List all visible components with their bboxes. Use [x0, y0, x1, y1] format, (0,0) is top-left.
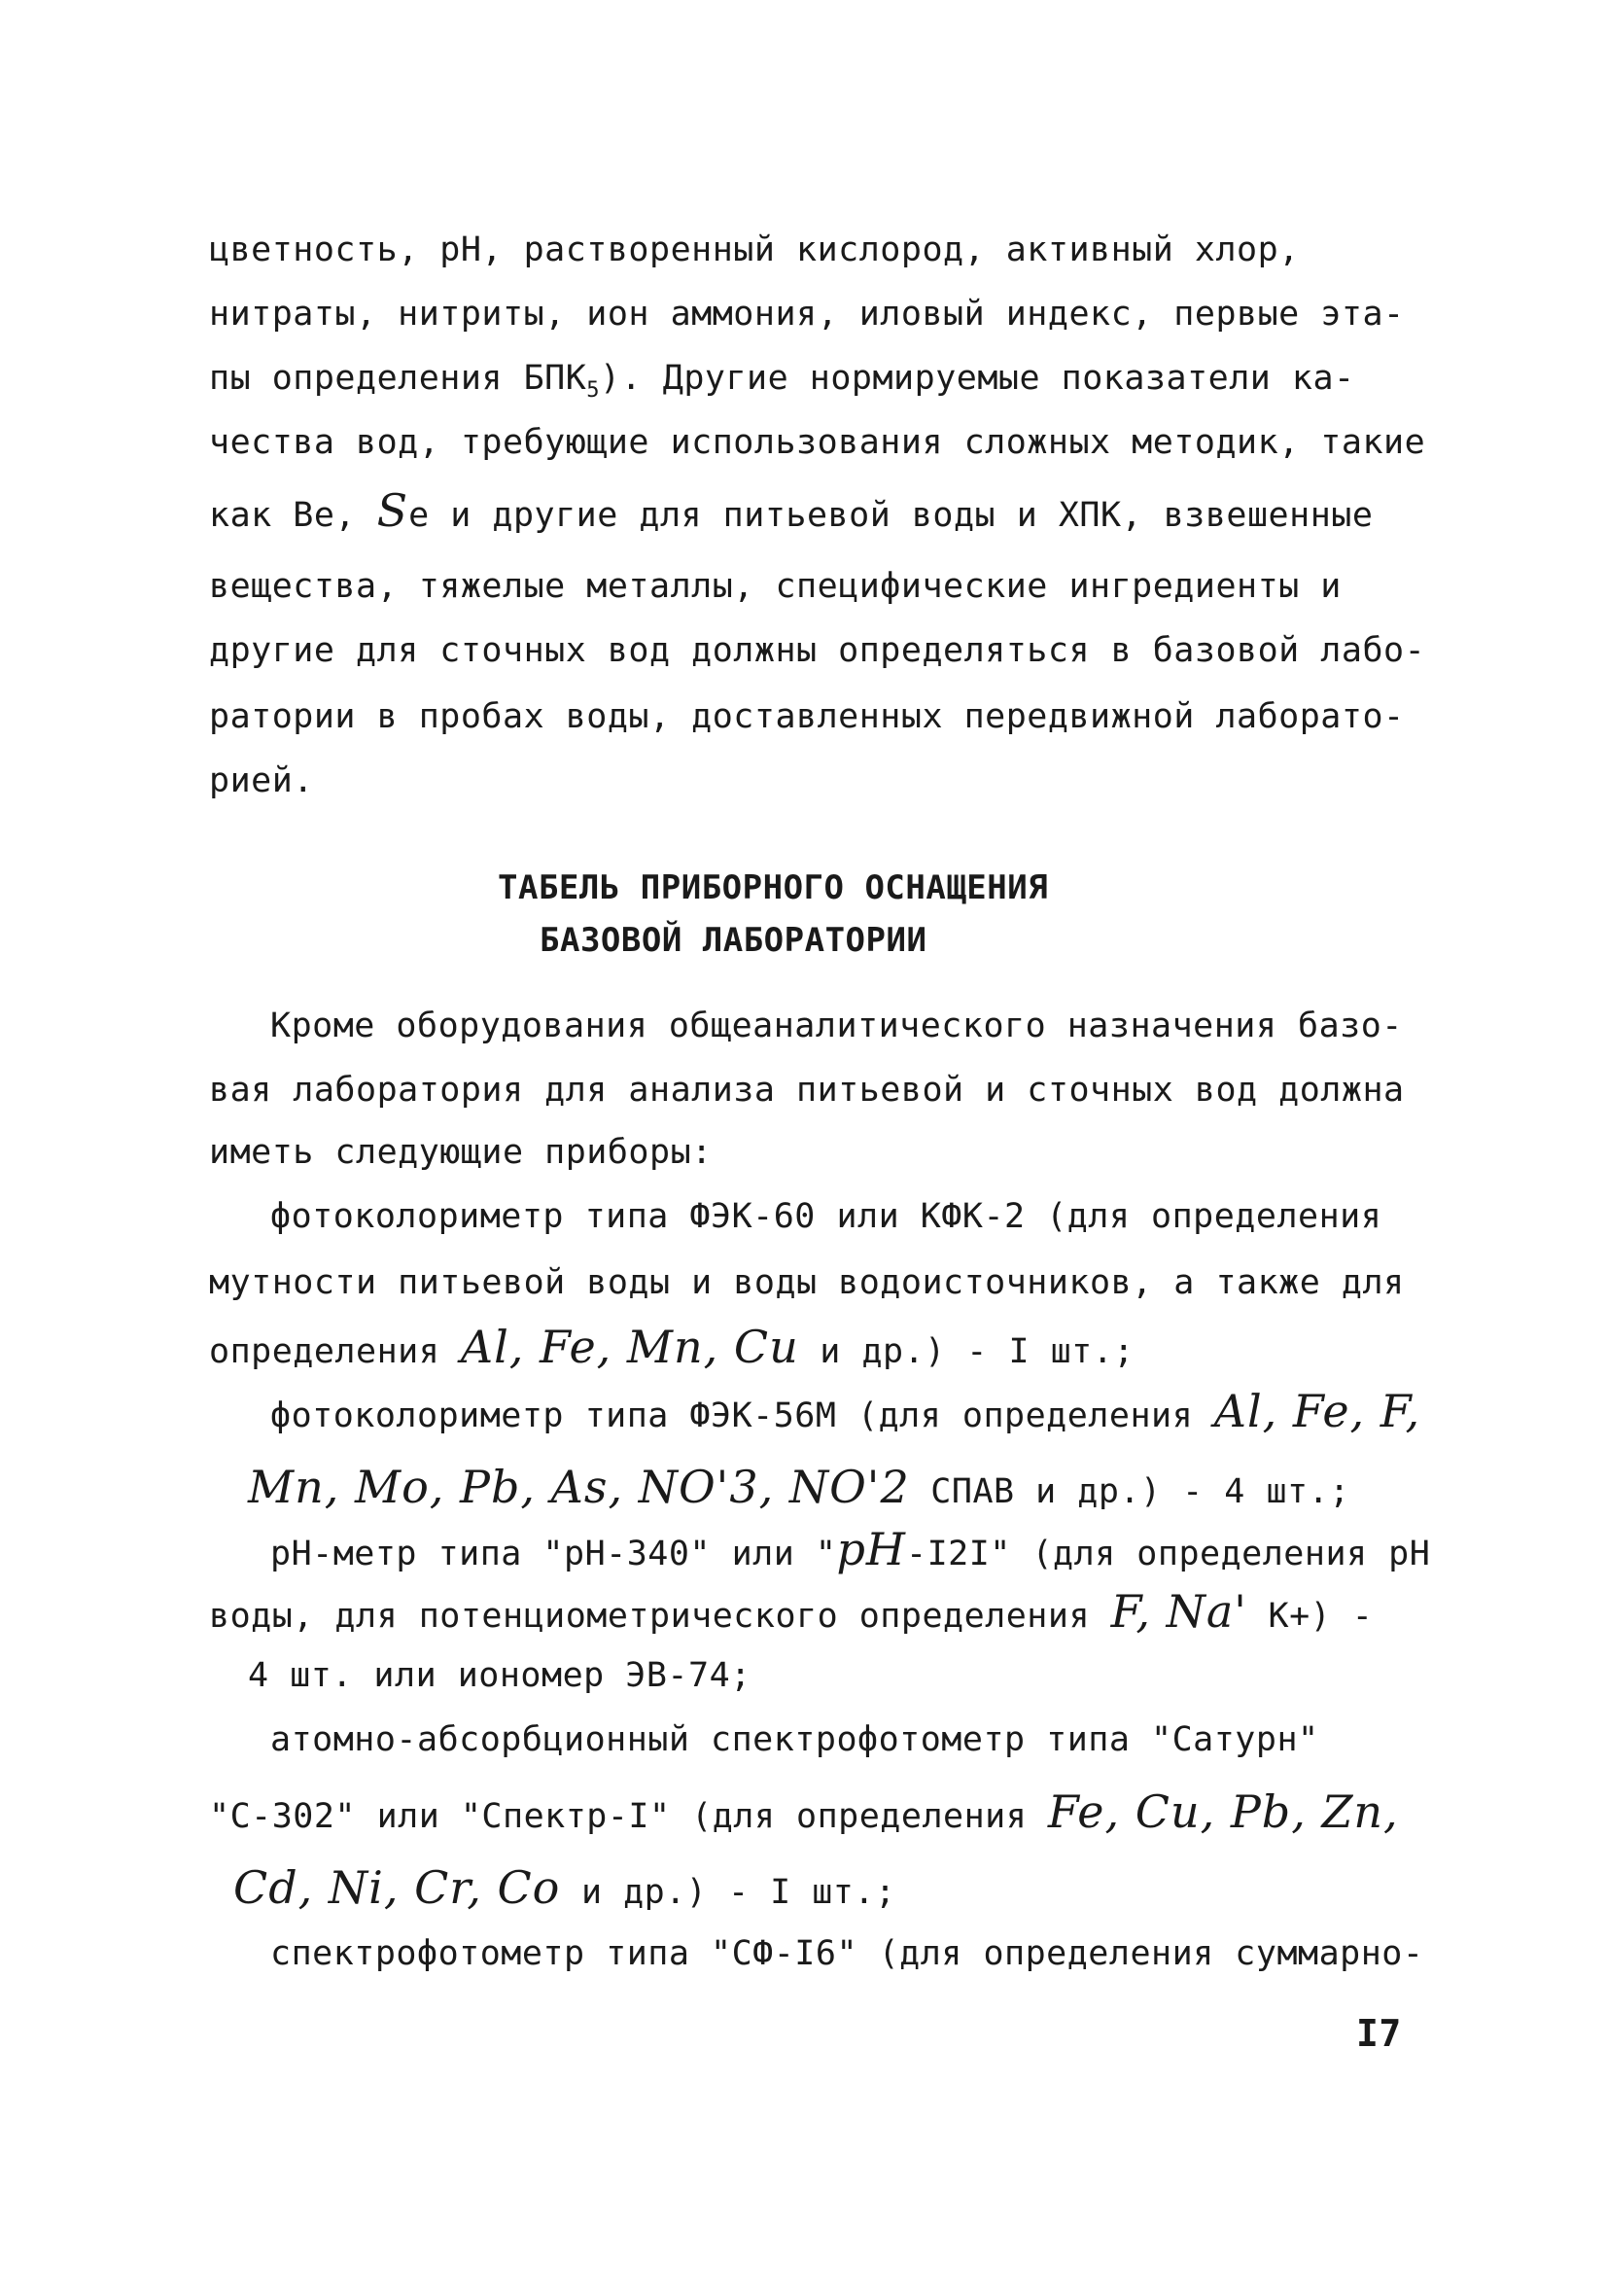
handwritten-elements: Al, Fe, F,	[1213, 1385, 1421, 1437]
list-item-line	[270, 1525, 1430, 1578]
paragraph-line: вая лаборатория для анализа питьевой и сточных вод должна	[209, 1071, 1405, 1110]
text-fragment: К+) -	[1268, 1597, 1374, 1636]
text-line: вещества, тяжелые металлы, специфические ингредиенты и	[209, 567, 1342, 606]
list-item-line: фотоколориметр типа ФЭК-60 или КФК-2 (для определения	[270, 1197, 1382, 1236]
text-line	[209, 486, 1373, 540]
text-fragment: "С-302" или "Спектр-I" (для определения	[209, 1797, 1028, 1836]
text-fragment: и др.) - I шт.;	[820, 1332, 1135, 1371]
handwritten-elements: pH	[836, 1523, 907, 1575]
text-fragment: пы определения БПК	[209, 359, 587, 398]
text-fragment: воды, для потенциометрического определения	[209, 1597, 1091, 1636]
paragraph-line: Кроме оборудования общеаналитического назначения базо-	[270, 1007, 1403, 1045]
list-item-line: спектрофотометр типа "СФ-I6" (для определения суммарно-	[270, 1934, 1424, 1973]
handwritten-elements: Mn, Mo, Pb, As, NO'3, NO'2	[248, 1461, 910, 1513]
list-item-line: мутности питьевой воды и воды водоисточников, а также для	[209, 1263, 1405, 1302]
list-item-line: атомно-абсорбционный спектрофотометр типа "Сатурн"	[270, 1720, 1319, 1759]
text-line: другие для сточных вод должны определяться в базовой лабо-	[209, 631, 1426, 670]
handwritten-elements: Fe, Cu, Pb, Zn,	[1047, 1785, 1399, 1838]
text-fragment: рН-метр типа "рН-340" или "	[270, 1535, 837, 1573]
text-fragment: -I2I" (для определения рН	[906, 1535, 1431, 1573]
list-item-line	[270, 1387, 1420, 1440]
text-fragment: е и другие для питьевой воды и ХПК, взвешенные	[408, 496, 1374, 535]
list-item-line	[209, 1787, 1399, 1841]
paragraph-line: иметь следующие приборы:	[209, 1133, 713, 1172]
text-fragment: как Ве,	[209, 496, 357, 535]
section-title: ТАБЕЛЬ ПРИБОРНОГО ОСНАЩЕНИЯ	[498, 868, 1049, 907]
text-line: ратории в пробах воды, доставленных передвижной лаборато-	[209, 697, 1405, 736]
list-item-line	[233, 1863, 896, 1917]
list-item-line	[209, 1323, 1135, 1376]
text-line: нитраты, нитриты, ион аммония, иловый индекс, первые эта-	[209, 295, 1405, 334]
text-fragment: СПАВ и др.) - 4 шт.;	[930, 1472, 1350, 1511]
text-line: рией.	[209, 761, 314, 800]
handwritten-symbol: S	[376, 484, 409, 537]
handwritten-elements: F, Na'	[1110, 1585, 1247, 1638]
handwritten-elements: Cd, Ni, Cr, Co	[233, 1861, 561, 1914]
subscript: 5	[586, 378, 601, 403]
text-line	[209, 354, 1355, 415]
text-line: цветность, рН, растворенный кислород, активный хлор,	[209, 230, 1300, 269]
list-item-line	[248, 1463, 1350, 1516]
text-fragment: определения	[209, 1332, 440, 1371]
text-fragment: ). Другие нормируемые показатели ка-	[600, 359, 1355, 398]
list-item-line: 4 шт. или иономер ЭВ-74;	[248, 1656, 751, 1695]
handwritten-elements: Al, Fe, Mn, Cu	[460, 1321, 799, 1373]
list-item-line	[209, 1587, 1373, 1641]
text-fragment: фотоколориметр типа ФЭК-56М (для определения	[270, 1396, 1194, 1435]
text-fragment: и др.) - I шт.;	[580, 1873, 896, 1912]
text-line: чества вод, требующие использования сложных методик, такие	[209, 423, 1426, 462]
section-title: БАЗОВОЙ ЛАБОРАТОРИИ	[540, 921, 927, 960]
page-number: I7	[1356, 2012, 1402, 2055]
